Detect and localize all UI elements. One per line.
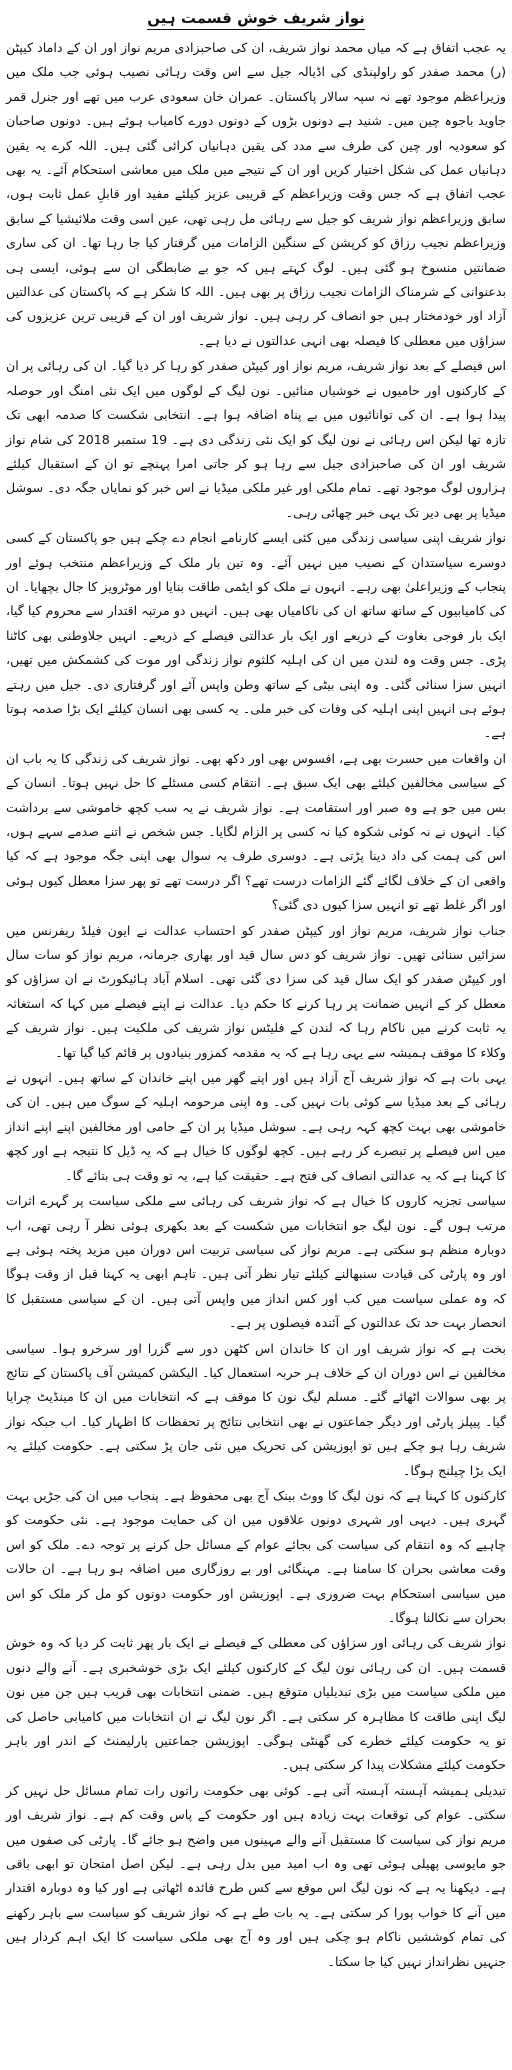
article-paragraph: اس فیصلے کے بعد نواز شریف، مریم نواز اور کیپٹن صفدر کو رہا کر دیا گیا۔ ان کی رہائی پر ان کے کارکنوں اور حامیوں نے خوشیاں منائیں۔ نون لیگ کے لوگوں میں ایک نئی امنگ اور حوصلہ پیدا ہوا ہے۔ ان کی توانائیوں میں بے پناہ اضافہ ہوا ہے۔ انتخابی شکست کا صدمہ ابھی تک تازہ تھا لیکن اس رہائی نے نون لیگ کو ایک نئی زندگی دی ہے۔ 19 ستمبر 2018 کی شام نواز شریف اور ان کی صاحبزادی جیل سے رہا ہو کر جاتی امرا پہنچے تو ان کے استقبال کیلئے ہزاروں لوگ موجود تھے۔ تمام ملکی اور غیر ملکی میڈیا نے اس خبر کو نمایاں جگہ دی۔ سوشل میڈیا پر بھی دیر تک یہی خبر چھائی رہی۔ xyxy=(6,358,507,520)
article-paragraph: تبدیلی ہمیشہ آہستہ آہستہ آتی ہے۔ کوئی بھی حکومت راتوں رات تمام مسائل حل نہیں کر سکتی۔ عوام کی توقعات بہت زیادہ ہیں اور حکومت کے پاس وقت کم ہے۔ نواز شریف اور مریم نواز کی سیاست کا مستقبل آنے والے مہینوں میں واضح ہو جائے گا۔ پارٹی کی صفوں میں جو مایوسی پھیلی ہوئی تھی وہ اب امید میں بدل رہی ہے۔ لیکن اصل امتحان تو ابھی باقی ہے۔ دیکھنا یہ ہے کہ نون لیگ اس موقع سے کس طرح فائدہ اٹھاتی ہے اور کیا وہ دوبارہ اقتدار میں آنے کا خواب پورا کر سکتی ہے۔ یہ بات طے ہے کہ نواز شریف کو سیاست سے باہر رکھنے کی تمام کوششیں ناکام ہو چکی ہیں اور وہ آج بھی ملکی سیاست کا ایک اہم کردار ہیں جنہیں نظرانداز نہیں کیا جا سکتا۔ xyxy=(6,1782,506,1969)
article-body xyxy=(6,36,506,1974)
article-paragraph: نواز شریف اپنی سیاسی زندگی میں کئی ایسے کارنامے انجام دے چکے ہیں جو پاکستان کے کسی دوسرے سیاستدان کے نصیب میں نہیں آئے۔ وہ تین بار ملک کے وزیراعظم منتخب ہوئے اور پنجاب کے وزیراعلیٰ بھی رہے۔ انہوں نے ملک کو ایٹمی طاقت بنایا اور موٹرویز کا جال بچھایا۔ ان کی کامیابیوں کے ساتھ ساتھ ان کی ناکامیاں بھی ہیں۔ انہیں دو مرتبہ اقتدار سے محروم کیا گیا، ایک بار فوجی بغاوت کے ذریعے اور ایک بار عدالتی فیصلے کے ذریعے۔ انہیں جلاوطنی بھی کاٹنا پڑی۔ جس وقت وہ لندن میں ان کی اہلیہ کلثوم نواز زندگی اور موت کی کشمکش میں تھیں، انہیں سزا سنائی گئی۔ وہ اپنی بیٹی کے ساتھ وطن واپس آئے اور گرفتاری دی۔ جیل میں رہتے ہوئے ہی انہیں اپنی اہلیہ کی وفات کی خبر ملی۔ یہ کسی بھی انسان کیلئے ایک بڑا صدمہ ہوتا ہے۔ xyxy=(6,530,506,741)
article-paragraph: بخت ہے کہ نواز شریف اور ان کا خاندان اس کٹھن دور سے گزرا اور سرخرو ہوا۔ سیاسی مخالفین نے اس دوران ان کے خلاف ہر حربہ استعمال کیا۔ الیکشن کمیشن آف پاکستان کے نتائج پر بھی سوالات اٹھائے گئے۔ مسلم لیگ نون کا موقف ہے کہ انتخابات میں ان کا مینڈیٹ چرایا گیا۔ پیپلز پارٹی اور دیگر جماعتوں نے بھی انتخابی نتائج پر تحفظات کا اظہار کیا۔ اب جبکہ نواز شریف رہا ہو چکے ہیں تو اپوزیشن کی تحریک میں نئی جان پڑ سکتی ہے۔ حکومت کیلئے یہ ایک بڑا چیلنج ہوگا۔ xyxy=(6,1340,506,1478)
article-paragraph: جناب نواز شریف، مریم نواز اور کیپٹن صفدر کو احتساب عدالت نے ایون فیلڈ ریفرنس میں سزائیں سنائی تھیں۔ نواز شریف کو دس سال قید اور بھاری جرمانہ، مریم نواز کو سات سال اور کیپٹن صفدر کو ایک سال قید کی سزا دی گئی تھی۔ اسلام آباد ہائیکورٹ نے ان سزاؤں کو معطل کر کے انہیں ضمانت پر رہا کرنے کا حکم دیا۔ عدالت نے اپنے فیصلے میں کہا کہ استغاثہ یہ ثابت کرنے میں ناکام رہا کہ لندن کے فلیٹس نواز شریف کی ملکیت ہیں۔ نواز شریف کے وکلاء کا موقف ہمیشہ سے یہی رہا ہے کہ یہ مقدمہ کمزور بنیادوں پر قائم کیا گیا تھا۔ xyxy=(6,922,506,1060)
article-paragraph: سیاسی تجزیہ کاروں کا خیال ہے کہ نواز شریف کی رہائی سے ملکی سیاست پر گہرے اثرات مرتب ہوں گے۔ نون لیگ جو انتخابات میں شکست کے بعد بکھری ہوئی نظر آ رہی تھی، اب دوبارہ منظم ہو سکتی ہے۔ مریم نواز کی سیاسی تربیت اس دوران میں مزید پختہ ہوئی ہے اور وہ پارٹی کی قیادت سنبھالنے کیلئے تیار نظر آتی ہیں۔ تاہم ابھی یہ کہنا قبل از وقت ہوگا کہ وہ عملی سیاست میں کب اور کس انداز میں واپس آتی ہیں۔ ان کے سیاسی مستقبل کا انحصار بہت حد تک عدالتوں کے آئندہ فیصلوں پر ہے۔ xyxy=(6,1193,506,1331)
article-title-text: نواز شریف خوش قسمت ہیں xyxy=(147,9,365,30)
article-title xyxy=(6,8,506,28)
article-paragraph: نواز شریف کی رہائی اور سزاؤں کی معطلی کے فیصلے نے ایک بار پھر ثابت کر دیا کہ وہ خوش قسمت ہیں۔ ان کی رہائی نون لیگ کے کارکنوں کیلئے ایک بڑی خوشخبری ہے۔ آنے والے دنوں میں ملکی سیاست میں بڑی تبدیلیاں متوقع ہیں۔ ضمنی انتخابات بھی قریب ہیں جن میں نون لیگ اپنی طاقت کا مظاہرہ کر سکتی ہے۔ اگر نون لیگ نے ان انتخابات میں کامیابی حاصل کی تو یہ حکومت کیلئے خطرے کی گھنٹی ہوگی۔ اپوزیشن جماعتیں پارلیمنٹ کے اندر اور باہر حکومت کیلئے مشکلات پیدا کر سکتی ہیں۔ xyxy=(6,1635,506,1773)
article-paragraph: یہی بات ہے کہ نواز شریف آج آزاد ہیں اور اپنے گھر میں اپنے خاندان کے ساتھ ہیں۔ انہوں نے رہائی کے بعد میڈیا سے کوئی بات نہیں کی۔ وہ اپنی مرحومہ اہلیہ کے سوگ میں ہیں۔ ان کی خاموشی بھی بہت کچھ کہہ رہی ہے۔ سوشل میڈیا پر ان کے حامی اور مخالفین اپنے اپنے انداز میں اس فیصلے پر تبصرے کر رہے ہیں۔ کچھ لوگوں کا خیال ہے کہ یہ ڈیل کا نتیجہ ہے اور کچھ کا کہنا ہے کہ یہ عدالتی انصاف کی فتح ہے۔ حقیقت کیا ہے، یہ تو وقت ہی بتائے گا۔ xyxy=(6,1070,506,1183)
article-paragraph: یہ عجب اتفاق ہے کہ میاں محمد نواز شریف، ان کی صاحبزادی مریم نواز اور ان کے داماد کیپٹن (ر) محمد صفدر کو راولپنڈی کی اڈیالہ جیل سے اس وقت رہائی نصیب ہوئی جب ملک میں وزیراعظم موجود تھے نہ سپہ سالار پاکستان۔ عمران خان سعودی عرب میں تھے اور جنرل قمر جاوید باجوہ چین میں۔ شنید ہے دونوں بڑوں کے دونوں دورے کامیاب ہوئے ہیں۔ دونوں صاحبان کو سعودیہ اور چین کی طرف سے مدد کی یقین دہانیاں کرائی گئی ہیں۔ اللہ کرے یہ یقین دہانیاں عمل کی شکل اختیار کریں اور ان کے نتیجے میں ملک میں معاشی استحکام آئے۔ یہ بھی عجب اتفاق ہے کہ جس وقت وزیراعظم کے قریبی عزیز کیلئے مفید اور قابلِ عمل ثابت ہوں، سابق وزیراعظم نواز شریف کو جیل سے رہائی مل رہی تھی، عین اسی وقت ملائیشیا کے سابق وزیراعظم نجیب رزاق کو کرپشن کے سنگین الزامات میں گرفتار کیا جا رہا تھا۔ ان کی ساری ضمانتیں منسوخ ہو گئی ہیں۔ لوگ کہتے ہیں کہ جو بے ضابطگی ان سے ہوئی، ایسی ہی بدعنوانی کے شرمناک الزامات نجیب رزاق پر بھی ہیں۔ اللہ کا شکر ہے کہ پاکستان کی عدالتیں آزاد اور خودمختار ہیں جو انصاف کر رہی ہیں۔ نواز شریف اور ان کے قریبی ترین عزیزوں کی سزاؤں میں معطلی کا فیصلہ بھی انہی عدالتوں نے دیا ہے۔ xyxy=(6,40,506,348)
article-paragraph: کارکنوں کا کہنا ہے کہ نون لیگ کا ووٹ بینک آج بھی محفوظ ہے۔ پنجاب میں ان کی جڑیں بہت گہری ہیں۔ دیہی اور شہری دونوں علاقوں میں ان کی حمایت موجود ہے۔ نئی حکومت کو چاہیے کہ وہ انتقام کی سیاست کی بجائے عوام کے مسائل حل کرنے پر توجہ دے۔ ملک کو اس وقت معاشی بحران کا سامنا ہے۔ مہنگائی اور بے روزگاری میں اضافہ ہو رہا ہے۔ ان حالات میں سیاسی استحکام بہت ضروری ہے۔ اپوزیشن اور حکومت دونوں کو مل کر ملک کو اس بحران سے نکالنا ہوگا۔ xyxy=(6,1487,506,1625)
article-paragraph: ان واقعات میں حسرت بھی ہے، افسوس بھی اور دکھ بھی۔ نواز شریف کی زندگی کا یہ باب ان کے سیاسی مخالفین کیلئے بھی ایک سبق ہے۔ انتقام کسی مسئلے کا حل نہیں ہوتا۔ انسان کے بس میں جو ہے وہ صبر اور استقامت ہے۔ نواز شریف نے یہ سب کچھ خاموشی سے برداشت کیا۔ انہوں نے نہ کوئی شکوہ کیا نہ کسی پر الزام لگایا۔ جس شخص نے اتنے صدمے سہے ہوں، اس کی ہمت کی داد دینا پڑتی ہے۔ دوسری طرف یہ سوال بھی اپنی جگہ موجود ہے کہ کیا واقعی ان کے خلاف لگائے گئے الزامات درست تھے؟ اگر درست تھے تو پھر سزا معطل کیوں ہوئی اور اگر غلط تھے تو انہیں سزا کیوں دی گئی؟ xyxy=(6,750,506,913)
